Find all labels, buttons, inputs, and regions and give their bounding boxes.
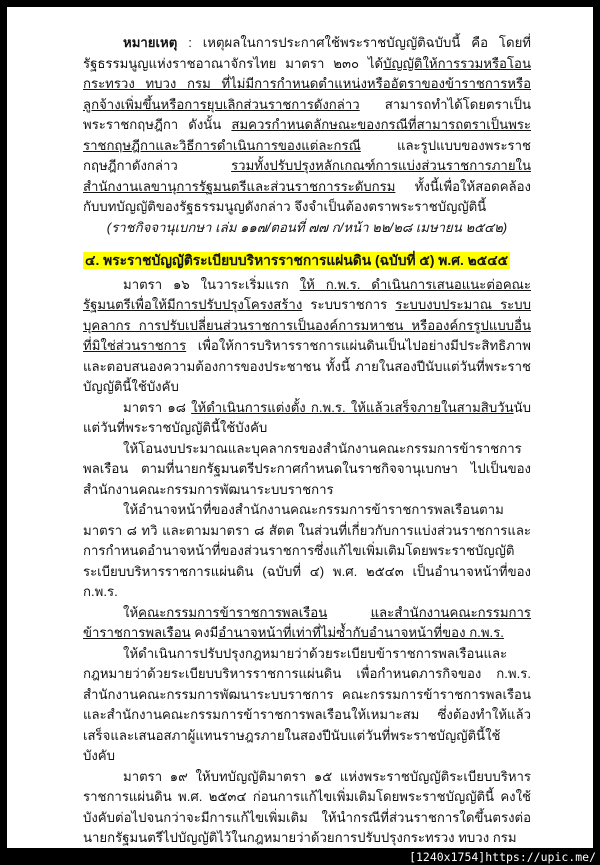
- text-segment: อำนาจหน้าที่เท่าที่ไม่ซ้ำกับอำนาจหน้าที่ของ ก.พ.ร.: [218, 625, 504, 640]
- text-segment: ให้โอนงบประมาณและบุคลากรของสำนักงานคณะกรรมการข้าราชการพลเรือน ตามที่นายกรัฐมนตรีประกาศกำหนดในราชกิจจานุเบกษา ไปเป็นของสำนักงานคณะกรรมการพัฒนาระบบราชการ: [83, 440, 531, 497]
- watermark-text: [1240x1754]https://upic.me/: [409, 850, 596, 864]
- text-segment: นับแต่วันที่พระราชบัญญัตินี้ใช้บังคับ: [83, 399, 531, 435]
- text-segment: สามารถทำได้โดยตราเป็นพระราชกฤษฎีกา ดังนั้น: [83, 96, 531, 132]
- text-segment: ให้ดำเนินการแต่งตั้ง ก.พ.ร. ให้แล้วเสร็จภายในสามสิบวัน: [191, 399, 514, 415]
- text-segment: และรูปแบบของพระราชกฤษฎีกาดังกล่าว: [83, 137, 531, 173]
- text-segment: มาตรา ๑๖ ในวาระเริ่มแรก: [123, 276, 300, 292]
- watermark-bar: [0, 848, 600, 865]
- paragraph-matra-18: [83, 398, 531, 439]
- text-segment: ๔. พระราชบัญญัติระเบียบบริหารราชการแผ่นดิน (ฉบับที่ ๕) พ.ศ. ๒๕๔๕: [85, 253, 509, 268]
- text-segment: สมควรกำหนดลักษณะของกรณีที่สามารถตราเป็นพระราชกฤษฎีกาและวิธีการดำเนินการของแต่ละกรณี: [83, 117, 531, 153]
- text-segment: ระบบงบประมาณ ระบบบุคลากร การปรับเปลี่ยนส่วนราชการเป็นองค์การมหาชน หรือองค์กรรูปแบบอื่นที่มิใช่ส่วนราชการ: [83, 297, 531, 353]
- text-segment: ให้อำนาจหน้าที่ของสำนักงานคณะกรรมการข้าราชการพลเรือนตามมาตรา ๘ ทวิ และตามมาตรา ๘ สัตต ในส่วนที่เกี่ยวกับการแบ่งส่วนราชการและการกำหนดอำนาจหน้าที่ของส่วนราชการซึ่งแก้ไขเพิ่มเติมโดยพระราชบัญญัติระเบียบบริหารราชการแผ่นดิน (ฉบับที่ ๔) พ.ศ. ๒๕๔๓ เป็นอำนาจหน้าที่ของ ก.พ.ร.: [83, 502, 531, 599]
- paragraph-note-1: [83, 33, 531, 218]
- text-segment: คณะกรรมการข้าราชการพลเรือน: [138, 604, 328, 620]
- paragraph-matra-16: [83, 275, 531, 398]
- text-segment: ให้: [123, 604, 139, 620]
- paragraph-matra-19: [83, 767, 531, 849]
- paragraph-civil-service-commission: [83, 603, 531, 644]
- text-segment: [327, 605, 370, 620]
- text-segment: และสำนักงานคณะกรรมการข้าราชการพลเรือน: [83, 604, 531, 640]
- text-segment: เพื่อให้การบริหารราชการแผ่นดินเป็นไปอย่างมีประสิทธิภาพและตอบสนองความต้องการของประชาชน ทั้งนี้ ภายในสองปีนับแต่วันที่พระราชบัญญัตินี้ใช้บังคับ: [83, 338, 531, 394]
- text-segment: (ราชกิจจานุเบกษา เล่ม ๑๑๗/ตอนที่ ๗๗ ก/หน้า ๒๒/๒๘ เมษายน ๒๕๔๒): [106, 219, 508, 235]
- paragraph-transfer-budget: [83, 439, 531, 501]
- paragraph-law-revision: [83, 644, 531, 767]
- text-segment: ให้ ก.พ.ร. ดำเนินการเสนอแนะต่อคณะรัฐมนตรีเพื่อให้มีการปรับปรุงโครงสร้าง: [83, 276, 531, 312]
- text-segment: บัญญัติให้การรวมหรือโอนกระทรวง ทบวง กรม ที่ไม่มีการกำหนดตำแหน่งหรืออัตราของข้าราชการหรือลูกจ้างเพิ่มขึ้นหรือการยุบเลิกส่วนราชการดังกล่าว: [83, 55, 531, 112]
- text-segment: หมายเหตุ: [123, 35, 178, 50]
- document-page: [7, 7, 593, 848]
- text-segment: ให้ดำเนินการปรับปรุงกฎหมายว่าด้วยระเบียบข้าราชการพลเรือนและกฎหมายว่าด้วยระเบียบบริหารราชการแผ่นดิน เพื่อกำหนดภารกิจของ ก.พ.ร. สำนักงานคณะกรรมการพัฒนาระบบราชการ คณะกรรมการข้าราชการพลเรือน และสำนักงานคณะกรรมการข้าราชการพลเรือนให้เหมาะสม ซึ่งต้องทำให้แล้วเสร็จและเสนอสภาผู้แทนราษฎรภายในสองปีนับแต่วันที่พระราชบัญญัตินี้ใช้บังคับ: [83, 645, 531, 763]
- text-segment: ทั้งนี้เพื่อให้สอดคล้องกับบทบัญญัติของรัฐธรรมนูญดังกล่าว จึงจำเป็นต้องตราพระราชบัญญัตินี้: [83, 178, 531, 214]
- text-segment: : เหตุผลในการประกาศใช้พระราชบัญญัติฉบับนี้ คือ โดยที่รัฐธรรมนูญแห่งราชอาณาจักรไทย มาตรา ๒๓๐ ได้: [83, 35, 531, 71]
- text-segment: รวมทั้งปรับปรุงหลักเกณฑ์การแบ่งส่วนราชการภายในสำนักงานเลขานุการรัฐมนตรีและส่วนราชการระดับกรม: [83, 158, 531, 194]
- text-segment: ระบบราชการ: [302, 297, 396, 312]
- section-heading: [83, 251, 531, 272]
- document-body: [7, 7, 593, 848]
- text-segment: มาตรา ๑๘: [123, 399, 192, 415]
- text-segment: คงมี: [190, 625, 219, 640]
- text-segment: มาตรา ๑๙ ให้บทบัญญัติมาตรา ๑๕ แห่งพระราชบัญญัติระเบียบบริหารราชการแผ่นดิน พ.ศ. ๒๕๓๔ ก่อนการแก้ไขเพิ่มเติมโดยพระราชบัญญัตินี้ คงใช้บังคับต่อไปจนกว่าจะมีการแก้ไขเพิ่มเติม ให้นำกรณีที่ส่วนราชการใดขึ้นตรงต่อนายกรัฐมนตรีไปบัญญัติไว้ในกฎหมายว่าด้วยการปรับปรุงกระทรวง ทบวง กรม: [83, 768, 531, 845]
- paragraph-authority: [83, 500, 531, 603]
- paragraph-gazette: [83, 218, 531, 239]
